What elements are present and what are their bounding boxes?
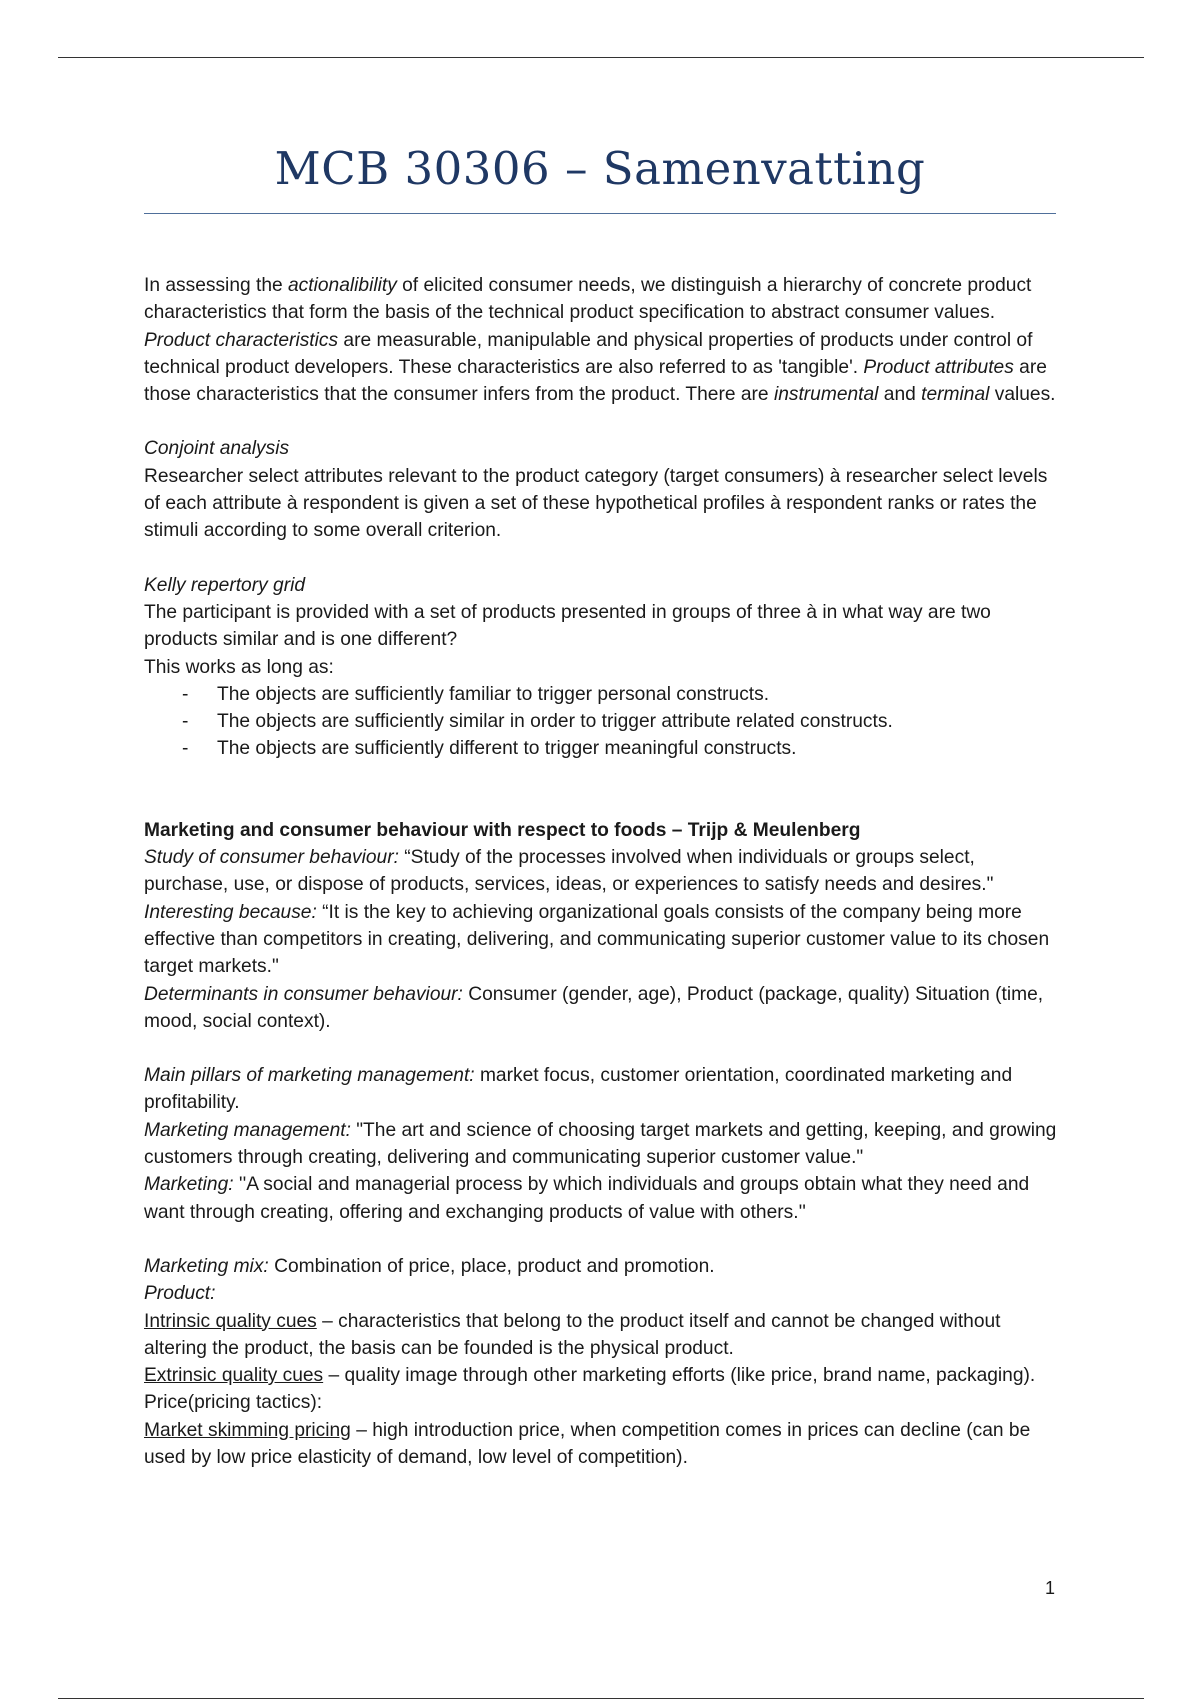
intro-term-instrumental: instrumental <box>773 384 879 406</box>
kelly-lead: This works as long as: <box>144 656 334 678</box>
marketing-management-label: Marketing management: <box>144 1119 351 1141</box>
skimming-definition <box>144 1417 1064 1472</box>
marketing-definition <box>144 1171 1064 1226</box>
marketing-label: Marketing: <box>144 1174 234 1196</box>
interesting-text: “It is the key to achieving organizational goals consists of the company being more effective than competitors in creating, delivering, and communicating superior customer value to its chosen target markets." <box>144 901 1050 978</box>
list-item: - The objects are sufficiently familiar to trigger personal constructs. <box>182 681 1064 708</box>
study-definition <box>144 844 1064 899</box>
conjoint-paragraph: Researcher select attributes relevant to the product category (target consumers) à researcher select levels of each attribute à respondent is given a set of these hypothetical profiles à respondent ranks or rates the stimuli according to some overall criterion. <box>144 465 1048 542</box>
footer-rule <box>58 1698 1144 1699</box>
extrinsic-cues-text: – quality image through other marketing efforts (like price, brand name, packaging). <box>323 1365 1036 1387</box>
extrinsic-cues-label: Extrinsic quality cues <box>144 1365 324 1387</box>
intrinsic-cues-definition <box>144 1308 1064 1363</box>
marketing-text: ''A social and managerial process by which individuals and groups obtain what they need and want through creating, offering and exchanging products of value with others.'' <box>144 1174 1030 1223</box>
kelly-heading: Kelly repertory grid <box>144 574 306 596</box>
intrinsic-cues-label: Intrinsic quality cues <box>144 1310 317 1332</box>
intro-text: are those characteristics that the consumer infers from the product. There are <box>144 356 1047 406</box>
intro-text: of elicited consumer needs, we distinguish a hierarchy of concrete product characteristics that form the basis of the technical product specification to abstract consumer values. <box>144 275 1032 324</box>
kelly-conditions-list <box>144 681 1064 763</box>
product-label: Product: <box>144 1283 216 1305</box>
title-underline <box>144 213 1056 214</box>
list-item: - The objects are sufficiently different to trigger meaningful constructs. <box>182 735 1064 762</box>
conjoint-heading: Conjoint analysis <box>144 438 290 460</box>
determinants-label: Determinants in consumer behaviour: <box>144 983 463 1005</box>
interesting-definition <box>144 899 1064 981</box>
list-item: - The objects are sufficiently similar in order to trigger attribute related constructs. <box>182 708 1064 735</box>
pillars-definition <box>144 1062 1064 1117</box>
determinants-text: Consumer (gender, age), Product (package, quality) Situation (time, mood, social context). <box>144 983 1044 1032</box>
page-number: 1 <box>1045 1578 1056 1598</box>
determinants-definition <box>144 981 1064 1036</box>
price-label: Price(pricing tactics): <box>144 1392 323 1414</box>
study-text: “Study of the processes involved when individuals or groups select, purchase, use, or dispose of products, services, ideas, or experiences to satisfy needs and desires." <box>144 847 994 896</box>
pillars-text: market focus, customer orientation, coordinated marketing and profitability. <box>144 1065 1013 1114</box>
intro-text: values. <box>989 384 1056 406</box>
pillars-label: Main pillars of marketing management: <box>144 1065 475 1087</box>
intro-text: In assessing the <box>144 275 288 296</box>
marketing-mix-label: Marketing mix: <box>144 1255 269 1277</box>
header-rule <box>58 57 1144 58</box>
marketing-management-definition <box>144 1117 1064 1172</box>
intro-paragraph <box>144 272 1064 408</box>
intro-term-actionability: actionalibility <box>288 275 397 296</box>
document-title: MCB 30306 – Samenvatting <box>274 142 926 195</box>
marketing-heading: Marketing and consumer behaviour with respect to foods – Trijp & Meulenberg <box>144 819 861 841</box>
intro-text: are measurable, manipulable and physical properties of products under control of technical product developers. These characteristics are also referred to as 'tangible'. <box>144 329 1033 378</box>
document-body <box>144 272 1064 1471</box>
interesting-label: Interesting because: <box>144 901 317 923</box>
extrinsic-cues-definition <box>144 1362 1064 1389</box>
skimming-label: Market skimming pricing <box>144 1419 351 1441</box>
study-label: Study of consumer behaviour: <box>144 847 399 869</box>
marketing-mix-text: Combination of price, place, product and promotion. <box>268 1255 715 1277</box>
intro-term-product-characteristics: Product characteristics <box>144 329 339 351</box>
marketing-management-text: "The art and science of choosing target markets and getting, keeping, and growing customers through creating, delivering and communicating superior customer value." <box>144 1119 1057 1169</box>
intro-term-product-attributes: Product attributes <box>863 356 1014 378</box>
intrinsic-cues-text: – characteristics that belong to the product itself and cannot be changed without altering the product, the basis can be founded is the physical product. <box>144 1310 1001 1359</box>
skimming-text: – high introduction price, when competition comes in prices can decline (can be used by low price elasticity of demand, low level of competition). <box>144 1419 1031 1468</box>
intro-term-terminal: terminal <box>921 384 990 406</box>
intro-text: and <box>878 384 922 406</box>
marketing-mix-definition <box>144 1253 1064 1280</box>
kelly-paragraph: The participant is provided with a set of products presented in groups of three à in what way are two products similar and is one different? <box>144 601 991 651</box>
